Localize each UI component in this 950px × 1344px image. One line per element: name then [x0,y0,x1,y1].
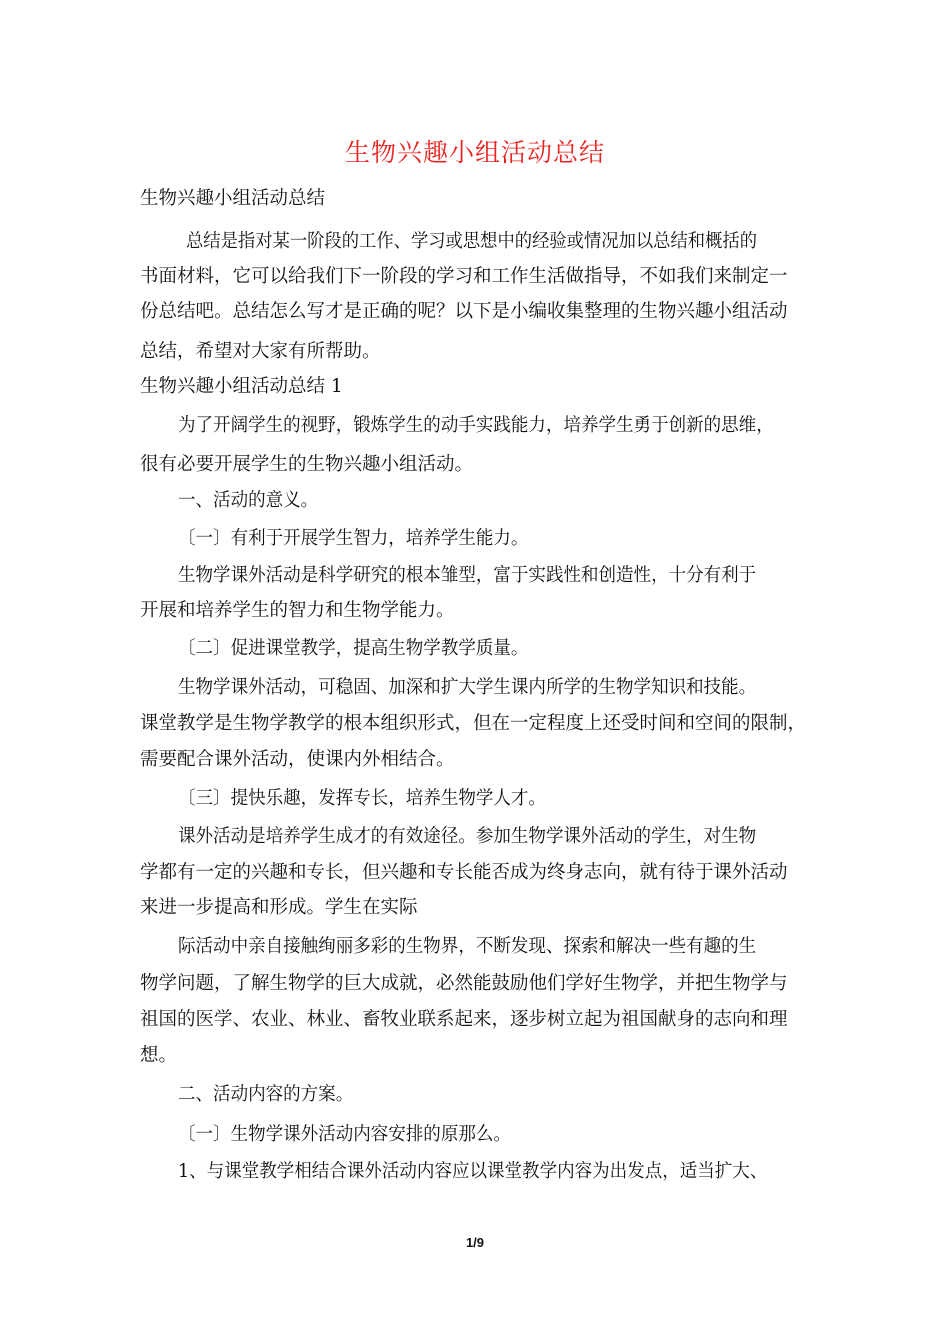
paragraph-line: 想。 [140,1045,178,1066]
paragraph-line: 生物学课外活动，可稳固、加深和扩大学生课内所学的生物学知识和技能。 [178,677,757,698]
paragraph-line: 开展和培养学生的智力和生物学能力。 [140,600,455,621]
paragraph-line: 份总结吧。总结怎么写才是正确的呢？以下是小编收集整理的生物兴趣小组活动 [140,301,788,322]
paragraph-line: 总结，希望对大家有所帮助。 [140,341,381,362]
paragraph-line: 很有必要开展学生的生物兴趣小组活动。 [140,454,474,475]
paragraph-line: 需要配合课外活动，使课内外相结合。 [140,749,455,770]
section-heading: 二、活动内容的方案。 [178,1084,354,1105]
section-heading: 生物兴趣小组活动总结 1 [140,376,343,397]
subsection-heading: 〔一〕有利于开展学生智力，培养学生能力。 [178,528,529,549]
section-heading: 一、活动的意义。 [178,490,319,511]
paragraph-line: 书面材料，它可以给我们下一阶段的学习和工作生活做指导，不如我们来制定一 [140,266,788,287]
subsection-heading: 〔一〕生物学课外活动内容安排的原那么。 [178,1124,511,1145]
subsection-heading: 〔三〕提快乐趣，发挥专长，培养生物学人才。 [178,788,546,809]
paragraph-line: 为了开阔学生的视野，锻炼学生的动手实践能力，培养学生勇于创新的思维， [178,415,774,436]
page-number: 1/9 [465,1235,485,1250]
paragraph-line: 际活动中亲自接触绚丽多彩的生物界，不断发现、探索和解决一些有趣的生 [178,936,757,957]
paragraph-line: 来进一步提高和形成。学生在实际 [140,897,418,918]
subsection-heading: 〔二〕促进课堂教学，提高生物学教学质量。 [178,638,529,659]
paragraph-line: 生物学课外活动是科学研究的根本雏型，富于实践性和创造性，十分有利于 [178,565,757,586]
paragraph-line: 1、与课堂教学相结合课外活动内容应以课堂教学内容为出发点，适当扩大、 [178,1161,768,1182]
paragraph-line: 总结是指对某一阶段的工作、学习或思想中的经验或情况加以总结和概括的 [186,231,758,252]
paragraph-line: 课外活动是培养学生成才的有效途径。参加生物学课外活动的学生，对生物 [178,826,757,847]
subtitle-line: 生物兴趣小组活动总结 [140,188,326,209]
document-title: 生物兴趣小组活动总结 [344,138,605,167]
paragraph-line: 学都有一定的兴趣和专长，但兴趣和专长能否成为终身志向，就有待于课外活动 [140,862,788,883]
paragraph-line: 祖国的医学、农业、林业、畜牧业联系起来，逐步树立起为祖国献身的志向和理 [140,1009,788,1030]
paragraph-line: 课堂教学是生物学教学的根本组织形式，但在一定程度上还受时间和空间的限制， [140,713,807,734]
paragraph-line: 物学问题，了解生物学的巨大成就，必然能鼓励他们学好生物学，并把生物学与 [140,973,788,994]
